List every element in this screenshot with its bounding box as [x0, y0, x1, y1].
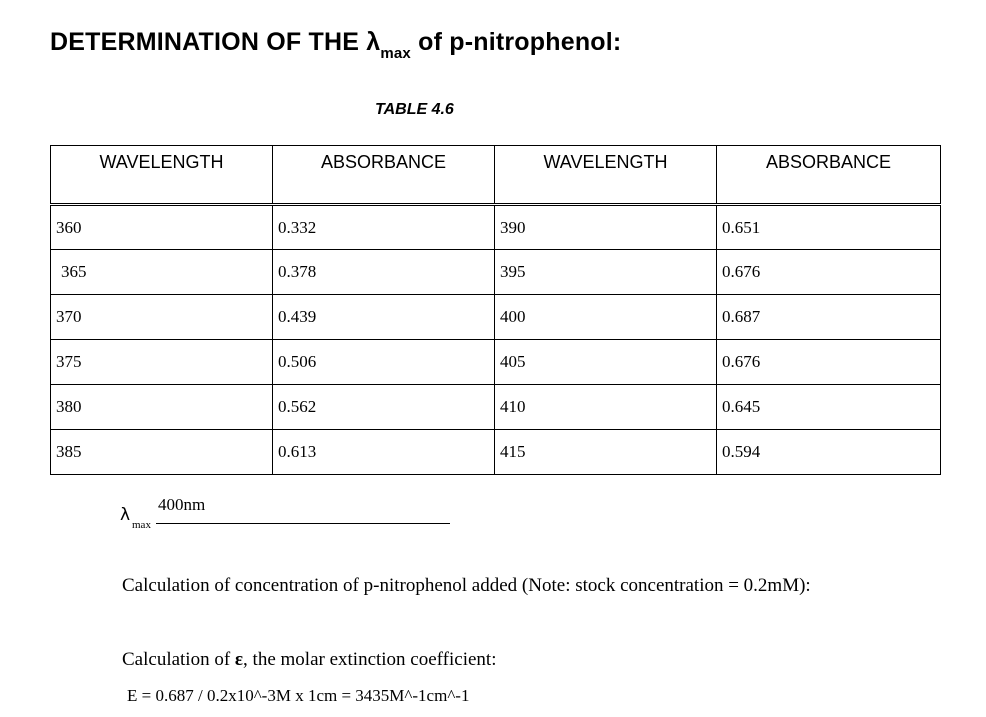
absorbance-table: [50, 145, 941, 475]
table-cell: 0.506: [273, 340, 495, 385]
answer-underline: [156, 523, 450, 524]
table-cell: 405: [495, 340, 717, 385]
table-cell: 360: [51, 205, 273, 250]
table-cell: 0.613: [273, 430, 495, 475]
table-cell: 370: [51, 295, 273, 340]
epsilon-suffix: , the molar extinction coefficient:: [243, 649, 497, 670]
table-row: [51, 385, 941, 430]
lambda-subscript: max: [132, 519, 151, 531]
table-header-row: [51, 146, 941, 205]
table-cell: 0.562: [273, 385, 495, 430]
table-cell: 0.645: [717, 385, 941, 430]
table-row: [51, 250, 941, 295]
table-row: [51, 295, 941, 340]
header-wavelength-2: WAVELENGTH: [495, 146, 717, 205]
header-absorbance-2: ABSORBANCE: [717, 146, 941, 205]
table-cell: 390: [495, 205, 717, 250]
table-cell: 0.378: [273, 250, 495, 295]
table-cell: 385: [51, 430, 273, 475]
table-cell: 380: [51, 385, 273, 430]
table-row: [51, 340, 941, 385]
table-cell: 400: [495, 295, 717, 340]
lambda-max-value: 400nm: [158, 495, 206, 514]
title-suffix: of p-nitrophenol:: [410, 28, 622, 56]
table-cell: 0.651: [717, 205, 941, 250]
table-cell: 0.439: [273, 295, 495, 340]
lambda-symbol: λ: [120, 505, 131, 525]
table-cell: 395: [495, 250, 717, 295]
table-cell: 410: [495, 385, 717, 430]
lambda-max-answer: [120, 493, 450, 533]
table-cell: 0.676: [717, 250, 941, 295]
table-caption: TABLE 4.6: [375, 101, 454, 118]
header-absorbance-1: ABSORBANCE: [273, 146, 495, 205]
table-cell: 0.687: [717, 295, 941, 340]
epsilon-symbol: ε: [234, 649, 244, 670]
table-cell: 0.676: [717, 340, 941, 385]
table-cell: 0.332: [273, 205, 495, 250]
table-cell: 415: [495, 430, 717, 475]
table-row: [51, 205, 941, 250]
title-subscript: max: [380, 45, 411, 62]
table-cell: 0.594: [717, 430, 941, 475]
epsilon-prefix: Calculation of: [122, 649, 235, 670]
table-cell: 375: [51, 340, 273, 385]
table-cell: 365: [51, 250, 273, 295]
concentration-calculation-label: Calculation of concentration of p-nitrophenol added (Note: stock concentration = 0.2mM):: [122, 575, 811, 596]
title-prefix: DETERMINATION OF THE λ: [50, 28, 381, 56]
epsilon-calculation-label: [122, 649, 496, 671]
epsilon-formula: E = 0.687 / 0.2x10^-3M x 1cm = 3435M^-1cm^-1: [127, 686, 470, 705]
header-wavelength-1: WAVELENGTH: [51, 146, 273, 205]
table-row: [51, 430, 941, 475]
page-title: [50, 28, 622, 62]
